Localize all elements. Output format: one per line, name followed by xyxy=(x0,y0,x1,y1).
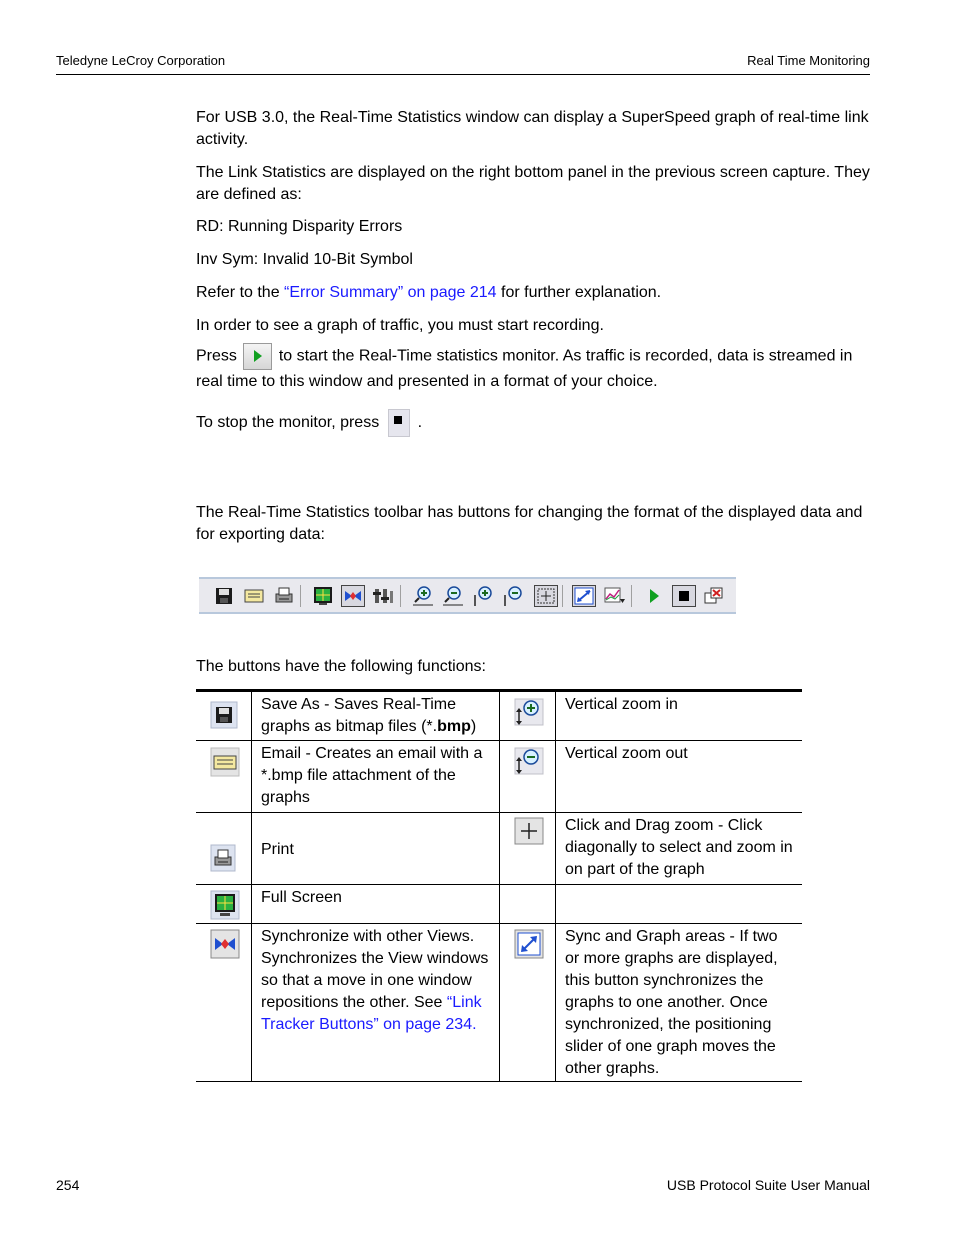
toolbar-separator xyxy=(631,585,632,607)
paragraph-start-recording: In order to see a graph of traffic, you must start recording. xyxy=(196,317,604,334)
table-cell-icon xyxy=(500,813,556,885)
sync-graph-areas-icon xyxy=(514,929,542,957)
link-tracker-buttons-link[interactable]: “Link Tracker Buttons” on page 234. xyxy=(261,994,482,1033)
table-cell-icon xyxy=(500,691,556,741)
table-cell-icon xyxy=(196,813,252,885)
paragraph-rd: RD: Running Disparity Errors xyxy=(196,218,403,235)
header-rule xyxy=(56,74,870,75)
synchronize-icon[interactable] xyxy=(341,585,365,607)
page-number: 254 xyxy=(56,1177,80,1193)
restore-icon[interactable] xyxy=(702,585,726,607)
table-cell-icon xyxy=(196,924,252,1082)
drag-zoom-icon[interactable] xyxy=(534,585,558,607)
manual-title: USB Protocol Suite User Manual xyxy=(666,1177,870,1193)
table-row xyxy=(196,691,802,741)
paragraph-inv-sym: Inv Sym: Invalid 10-Bit Symbol xyxy=(196,251,413,268)
vertical-zoom-in-icon[interactable] xyxy=(471,585,495,607)
play-icon[interactable] xyxy=(642,585,666,607)
paragraph-press-start xyxy=(196,343,872,394)
table-cell-icon xyxy=(500,924,556,1082)
settings-icon[interactable] xyxy=(371,585,395,607)
zoom-out-icon[interactable] xyxy=(441,585,465,607)
refer-text-pre: Refer to the xyxy=(196,284,285,301)
table-cell-text: Vertical zoom out xyxy=(556,741,803,813)
paragraph-refer xyxy=(196,282,872,304)
table-cell-text xyxy=(252,691,500,741)
stop-text-post: . xyxy=(417,414,423,432)
sync-graph-areas-icon[interactable] xyxy=(572,585,596,607)
toolbar-separator xyxy=(562,585,563,607)
stop-icon[interactable] xyxy=(672,585,696,607)
table-cell-text xyxy=(252,924,500,1082)
toolbar-separator xyxy=(300,585,301,607)
table-cell-text: Print xyxy=(252,813,500,885)
paragraph-link-statistics: The Link Statistics are displayed on the right bottom panel in the previous screen capture. They are defined as: xyxy=(196,164,870,203)
drag-zoom-icon xyxy=(514,817,542,845)
running-header-left: Teledyne LeCroy Corporation xyxy=(56,53,226,68)
table-cell-text xyxy=(556,885,803,924)
table-cell-text: Click and Drag zoom - Click diagonally to select and zoom in on part of the graph xyxy=(556,813,803,885)
table-cell-icon xyxy=(196,885,252,924)
paragraph-buttons-intro: The buttons have the following functions: xyxy=(196,658,486,675)
graph-options-icon[interactable] xyxy=(602,585,626,607)
full-screen-icon xyxy=(210,890,238,918)
vertical-zoom-out-icon xyxy=(514,747,542,775)
table-row xyxy=(196,741,802,813)
synchronize-description: Synchronize with other Views. Synchronizes the View windows so that a move in one window repositions the other. See xyxy=(261,928,489,1011)
email-icon[interactable] xyxy=(242,585,266,607)
print-icon[interactable] xyxy=(272,585,296,607)
table-row xyxy=(196,885,802,924)
full-screen-icon[interactable] xyxy=(311,585,335,607)
table-cell-icon xyxy=(500,741,556,813)
save-as-description-end: ) xyxy=(470,718,477,735)
real-time-statistics-toolbar xyxy=(199,577,736,614)
vertical-zoom-in-icon xyxy=(514,698,542,726)
play-icon xyxy=(243,343,272,370)
error-summary-link[interactable]: “Error Summary” on page 214 xyxy=(284,284,497,301)
email-icon xyxy=(210,747,238,775)
stop-text-pre: To stop the monitor, press xyxy=(196,414,380,432)
table-cell-text: Email - Creates an email with a *.bmp file attachment of the graphs xyxy=(252,741,500,813)
zoom-in-icon[interactable] xyxy=(411,585,435,607)
paragraph-toolbar-intro: The Real-Time Statistics toolbar has buttons for changing the format of the displayed data and for exporting data: xyxy=(196,504,863,543)
table-cell-empty xyxy=(500,885,556,924)
table-cell-icon xyxy=(196,741,252,813)
table-cell-text: Full Screen xyxy=(252,885,500,924)
save-icon[interactable] xyxy=(212,585,236,607)
print-icon xyxy=(210,844,238,872)
toolbar-separator xyxy=(400,585,401,607)
press-text-post: to start the Real-Time statistics monitor. As traffic is recorded, data is streamed in real time to this window and presented in a format of your choice. xyxy=(196,347,853,390)
table-cell-icon xyxy=(196,691,252,741)
running-header-right: Real Time Monitoring xyxy=(747,53,870,68)
press-text-pre: Press xyxy=(196,347,237,365)
table-cell-text: Vertical zoom in xyxy=(556,691,803,741)
table-row xyxy=(196,813,802,885)
paragraph-usb3: For USB 3.0, the Real-Time Statistics window can display a SuperSpeed graph of real-time link activity. xyxy=(196,109,869,148)
save-icon xyxy=(210,701,238,729)
save-as-description: Save As - Saves Real-Time graphs as bitmap files (*. xyxy=(261,696,457,735)
table-row xyxy=(196,924,802,1082)
refer-text-post: for further explanation. xyxy=(496,284,662,301)
stop-icon xyxy=(388,409,410,437)
paragraph-stop xyxy=(196,409,872,437)
vertical-zoom-out-icon[interactable] xyxy=(501,585,525,607)
synchronize-icon xyxy=(210,929,238,957)
bmp-extension: bmp xyxy=(437,718,471,735)
button-functions-table xyxy=(196,689,802,1082)
table-cell-text: Sync and Graph areas - If two or more graphs are displayed, this button synchronizes the graphs to one another. Once synchronized, the positioning slider of one graph moves the other graphs. xyxy=(556,924,803,1082)
